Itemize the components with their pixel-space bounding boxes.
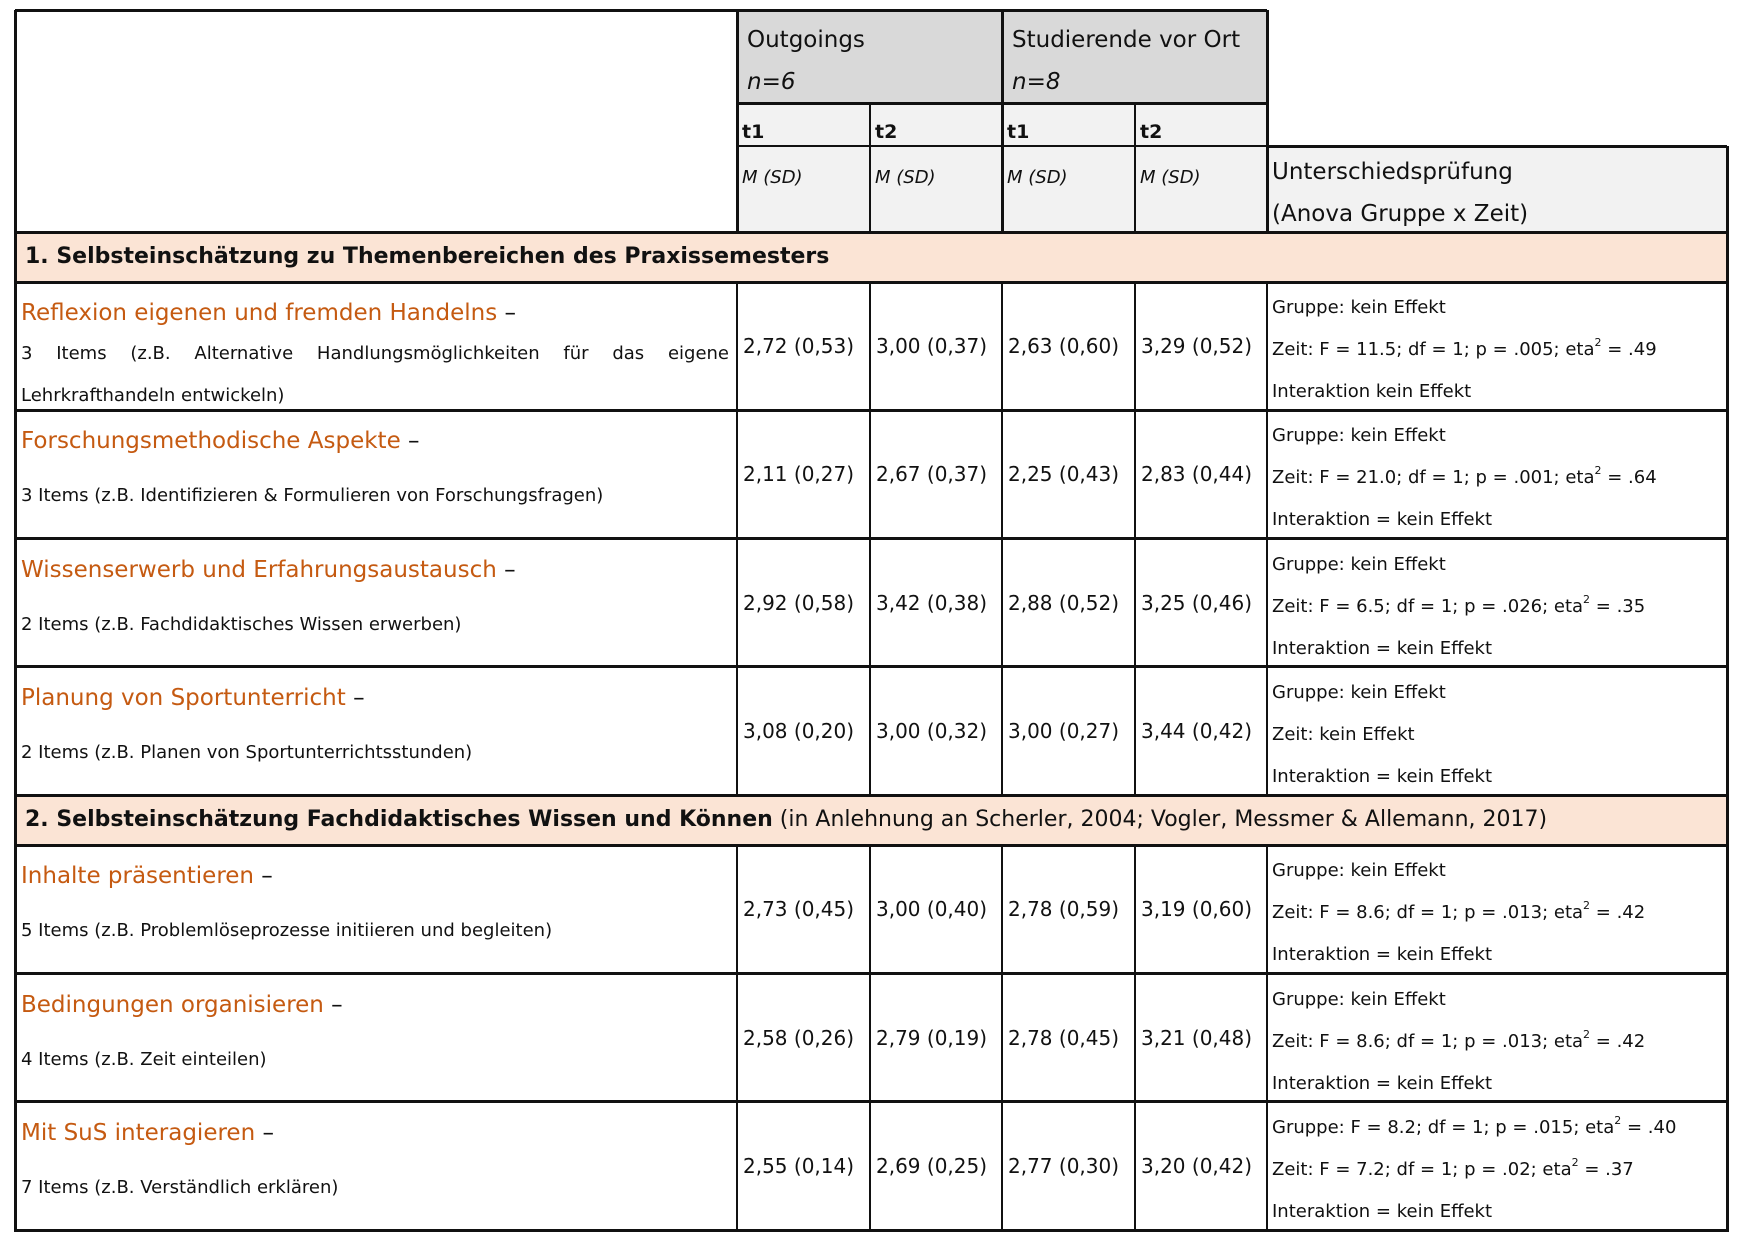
table-rule bbox=[15, 537, 1727, 540]
test-text: Zeit: F = 21.0; df = 1; p = .001; eta bbox=[1272, 467, 1595, 489]
test-column-subtitle: (Anova Gruppe x Zeit) bbox=[1272, 201, 1529, 227]
value-cell-s1r4-1: 3,08 (0,20) bbox=[743, 719, 855, 744]
value-cell-s1r1-2: 3,00 (0,37) bbox=[876, 334, 988, 359]
section-title-2 bbox=[25, 806, 1547, 834]
table-rule bbox=[15, 794, 1727, 797]
outgoings-t1-label: t1 bbox=[742, 121, 765, 143]
test-text: Interaktion = kein Effekt bbox=[1272, 765, 1493, 787]
table-rule bbox=[869, 539, 871, 667]
value-cell-s2r1-1: 2,73 (0,45) bbox=[743, 897, 855, 922]
scale-name-text: Forschungsmethodische Aspekte bbox=[21, 428, 401, 455]
table-rule bbox=[1266, 845, 1268, 973]
scale-desc-s1r2: 3 Items (z.B. Identifizieren & Formulieren von Forschungsfragen) bbox=[21, 485, 604, 507]
value-cell-s1r2-1: 2,11 (0,27) bbox=[743, 462, 855, 487]
value-cell-s1r3-1: 2,92 (0,58) bbox=[743, 590, 855, 615]
test-text: Zeit: F = 8.6; df = 1; p = .013; eta bbox=[1272, 1030, 1584, 1052]
scale-desc-s1r1: 3 Items (z.B. Alternative Handlungsmöglichkeiten für das eigene bbox=[21, 343, 729, 364]
table-rule bbox=[869, 974, 871, 1102]
table-rule bbox=[1267, 145, 1727, 148]
table-rule bbox=[1134, 282, 1136, 410]
table-rule bbox=[15, 281, 1727, 284]
value-cell-s1r1-4: 3,29 (0,52) bbox=[1141, 334, 1253, 359]
scale-name-text: Planung von Sportunterricht bbox=[21, 684, 346, 711]
table-rule bbox=[1001, 974, 1003, 1102]
msd-header-1: M (SD) bbox=[742, 167, 803, 188]
table-rule bbox=[1001, 667, 1003, 795]
section-title-text: 2. Selbsteinschätzung Fachdidaktisches Wissen und Können bbox=[25, 807, 773, 833]
test-text: Gruppe: F = 8.2; df = 1; p = .015; eta bbox=[1272, 1116, 1615, 1138]
scale-name-dash: – bbox=[345, 684, 365, 711]
test-text: Interaktion = kein Effekt bbox=[1272, 509, 1493, 531]
table-rule bbox=[15, 9, 1267, 12]
vor-ort-t1-label: t1 bbox=[1007, 121, 1030, 143]
vor-ort-group-label: Studierende vor Ort bbox=[1012, 27, 1241, 53]
value-cell-s1r2-2: 2,67 (0,37) bbox=[876, 462, 988, 487]
scale-desc-s2r1: 5 Items (z.B. Problemlöseprozesse initiieren und begleiten) bbox=[21, 920, 553, 942]
test-line-s1r3-2 bbox=[1272, 592, 1646, 619]
test-line-s1r4-1 bbox=[1272, 681, 1446, 705]
test-text-tail: = .49 bbox=[1601, 339, 1657, 360]
test-text-tail: = .40 bbox=[1621, 1116, 1677, 1138]
test-line-s1r2-1 bbox=[1272, 424, 1446, 448]
test-text: Interaktion kein Effekt bbox=[1272, 381, 1472, 402]
vor-ort-sample-size: n=8 bbox=[1012, 69, 1061, 95]
test-line-s1r2-3 bbox=[1272, 508, 1492, 532]
test-line-s2r3-3 bbox=[1272, 1200, 1492, 1224]
value-cell-s2r2-3: 2,78 (0,45) bbox=[1008, 1025, 1120, 1050]
section-title-note: (in Anlehnung an Scherler, 2004; Vogler, Messmer & Allemann, 2017) bbox=[772, 807, 1548, 833]
eta-exponent: 2 bbox=[1594, 464, 1602, 478]
section-title-1 bbox=[25, 243, 829, 271]
test-line-s2r3-2 bbox=[1272, 1155, 1634, 1182]
table-rule bbox=[736, 845, 738, 973]
scale-name-dash: – bbox=[496, 556, 516, 583]
table-rule bbox=[15, 665, 1727, 668]
test-line-s2r1-1 bbox=[1272, 859, 1446, 883]
value-cell-s1r4-2: 3,00 (0,32) bbox=[876, 719, 988, 744]
table-rule bbox=[736, 667, 738, 795]
scale-name-s2r2 bbox=[21, 991, 343, 1019]
table-rule bbox=[736, 974, 738, 1102]
results-table bbox=[15, 10, 1727, 1232]
test-text: Gruppe: kein Effekt bbox=[1272, 860, 1446, 882]
test-line-s2r1-2 bbox=[1272, 901, 1645, 925]
table-rule bbox=[1134, 103, 1136, 232]
table-rule bbox=[1266, 10, 1269, 232]
eta-exponent: 2 bbox=[1571, 1155, 1579, 1169]
test-text: Interaktion = kein Effekt bbox=[1272, 637, 1493, 659]
outgoings-group-label: Outgoings bbox=[747, 27, 865, 53]
eta-exponent: 2 bbox=[1583, 1027, 1591, 1041]
table-rule bbox=[1134, 1102, 1136, 1230]
table-rule bbox=[1266, 539, 1268, 667]
test-line-s1r3-1 bbox=[1272, 553, 1446, 577]
section-title-text: 1. Selbsteinschätzung zu Themenbereichen des Praxissemesters bbox=[25, 244, 830, 269]
table-rule bbox=[736, 539, 738, 667]
table-rule bbox=[869, 103, 871, 232]
scale-name-text: Mit SuS interagieren bbox=[21, 1119, 256, 1146]
test-text: Gruppe: kein Effekt bbox=[1272, 297, 1446, 318]
table-rule bbox=[1001, 539, 1003, 667]
scale-name-dash: – bbox=[497, 300, 516, 326]
table-rule bbox=[1266, 667, 1268, 795]
value-cell-s2r3-2: 2,69 (0,25) bbox=[876, 1153, 988, 1178]
table-rule bbox=[1001, 10, 1004, 232]
value-cell-s1r3-2: 3,42 (0,38) bbox=[876, 590, 988, 615]
test-text-tail: = .37 bbox=[1578, 1158, 1634, 1180]
table-rule bbox=[15, 844, 1727, 847]
table-rule bbox=[1001, 282, 1003, 410]
test-line-s1r1-3 bbox=[1272, 380, 1471, 404]
value-cell-s2r1-2: 3,00 (0,40) bbox=[876, 897, 988, 922]
scale-name-s1r3 bbox=[21, 556, 516, 584]
msd-header-4: M (SD) bbox=[1140, 167, 1201, 188]
test-line-s1r1-1 bbox=[1272, 296, 1446, 320]
test-line-s2r2-1 bbox=[1272, 988, 1446, 1012]
value-cell-s2r3-3: 2,77 (0,30) bbox=[1008, 1153, 1120, 1178]
table-rule bbox=[1266, 410, 1268, 538]
table-rule bbox=[14, 10, 17, 1232]
outgoings-sample-size: n=6 bbox=[747, 69, 796, 95]
table-rule bbox=[736, 282, 738, 410]
test-column-title: Unterschiedsprüfung bbox=[1272, 159, 1513, 185]
value-cell-s1r4-3: 3,00 (0,27) bbox=[1008, 719, 1120, 744]
eta-exponent: 2 bbox=[1583, 899, 1591, 913]
value-cell-s2r2-4: 3,21 (0,48) bbox=[1141, 1025, 1253, 1050]
scale-name-s1r2 bbox=[21, 427, 420, 455]
test-line-s2r2-3 bbox=[1272, 1072, 1492, 1096]
outgoings-t2-label: t2 bbox=[875, 121, 898, 143]
value-cell-s1r1-3: 2,63 (0,60) bbox=[1008, 334, 1120, 359]
scale-name-text: Bedingungen organisieren bbox=[21, 991, 324, 1018]
table-rule bbox=[1726, 146, 1729, 1232]
value-cell-s1r3-3: 2,88 (0,52) bbox=[1008, 590, 1120, 615]
scale-name-text: Inhalte präsentieren bbox=[21, 863, 254, 890]
test-text: Interaktion = kein Effekt bbox=[1272, 1200, 1493, 1222]
scale-name-text: Reflexion eigenen und fremden Handelns bbox=[21, 300, 498, 326]
table-rule bbox=[1266, 974, 1268, 1102]
test-line-s2r2-2 bbox=[1272, 1027, 1646, 1054]
test-text-tail: = .42 bbox=[1590, 902, 1646, 924]
table-rule bbox=[1134, 667, 1136, 795]
table-rule bbox=[1001, 410, 1003, 538]
value-cell-s1r4-4: 3,44 (0,42) bbox=[1141, 719, 1253, 744]
test-line-s1r4-3 bbox=[1272, 765, 1492, 789]
table-rule bbox=[15, 1229, 1727, 1232]
table-rule bbox=[869, 667, 871, 795]
test-text-tail: = .64 bbox=[1601, 467, 1657, 489]
scale-name-dash: – bbox=[400, 428, 420, 455]
table-rule bbox=[736, 410, 738, 538]
test-text: Interaktion = kein Effekt bbox=[1272, 1072, 1493, 1094]
scale-name-dash: – bbox=[254, 863, 273, 890]
scale-desc-s2r3: 7 Items (z.B. Verständlich erklären) bbox=[21, 1176, 339, 1198]
msd-header-2: M (SD) bbox=[875, 167, 936, 188]
table-rule bbox=[869, 410, 871, 538]
table-rule bbox=[15, 231, 1727, 234]
scale-name-s1r1 bbox=[21, 299, 516, 327]
vor-ort-t2-label: t2 bbox=[1140, 121, 1163, 143]
test-text: Zeit: F = 6.5; df = 1; p = .026; eta bbox=[1272, 595, 1584, 617]
scale-name-s2r3 bbox=[21, 1119, 274, 1147]
scale-desc2-s1r1: Lehrkrafthandeln entwickeln) bbox=[21, 385, 285, 406]
test-text: Zeit: kein Effekt bbox=[1272, 723, 1415, 745]
test-line-s1r3-3 bbox=[1272, 637, 1492, 661]
table-rule bbox=[869, 282, 871, 410]
value-cell-s1r2-3: 2,25 (0,43) bbox=[1008, 462, 1120, 487]
table-rule bbox=[869, 845, 871, 973]
table-rule bbox=[736, 10, 739, 232]
value-cell-s2r1-3: 2,78 (0,59) bbox=[1008, 897, 1120, 922]
table-rule bbox=[1134, 539, 1136, 667]
scale-name-s2r1 bbox=[21, 862, 273, 890]
test-line-s1r1-2 bbox=[1272, 338, 1657, 362]
table-rule bbox=[869, 1102, 871, 1230]
scale-name-dash: – bbox=[323, 991, 343, 1018]
table-rule bbox=[1266, 282, 1268, 410]
value-cell-s2r2-2: 2,79 (0,19) bbox=[876, 1025, 988, 1050]
eta-exponent: 2 bbox=[1594, 336, 1602, 349]
table-rule bbox=[1134, 974, 1136, 1102]
table-rule bbox=[15, 972, 1727, 975]
msd-header-3: M (SD) bbox=[1007, 167, 1068, 188]
eta-exponent: 2 bbox=[1614, 1113, 1622, 1127]
test-line-s2r1-3 bbox=[1272, 943, 1492, 967]
test-text: Gruppe: kein Effekt bbox=[1272, 681, 1446, 703]
value-cell-s1r2-4: 2,83 (0,44) bbox=[1141, 462, 1253, 487]
test-text: Gruppe: kein Effekt bbox=[1272, 553, 1446, 575]
value-cell-s1r1-1: 2,72 (0,53) bbox=[743, 334, 855, 359]
scale-name-dash: – bbox=[255, 1119, 274, 1146]
table-rule bbox=[15, 1100, 1727, 1103]
scale-desc-s1r4: 2 Items (z.B. Planen von Sportunterrichtsstunden) bbox=[21, 741, 473, 763]
test-text-tail: = .42 bbox=[1590, 1030, 1646, 1052]
value-cell-s2r2-1: 2,58 (0,26) bbox=[743, 1025, 855, 1050]
scale-name-text: Wissenserwerb und Erfahrungsaustausch bbox=[21, 556, 497, 583]
test-text-tail: = .35 bbox=[1590, 595, 1646, 617]
test-line-s2r3-1 bbox=[1272, 1113, 1677, 1140]
scale-desc-s1r3: 2 Items (z.B. Fachdidaktisches Wissen erwerben) bbox=[21, 613, 462, 635]
test-text: Zeit: F = 7.2; df = 1; p = .02; eta bbox=[1272, 1158, 1572, 1180]
table-rule bbox=[1134, 845, 1136, 973]
table-rule bbox=[15, 409, 1727, 412]
table-rule bbox=[1134, 410, 1136, 538]
test-text: Interaktion = kein Effekt bbox=[1272, 944, 1493, 966]
value-cell-s2r3-4: 3,20 (0,42) bbox=[1141, 1153, 1253, 1178]
scale-name-s1r4 bbox=[21, 684, 365, 712]
test-text: Zeit: F = 11.5; df = 1; p = .005; eta bbox=[1272, 339, 1595, 360]
scale-desc-s2r2: 4 Items (z.B. Zeit einteilen) bbox=[21, 1048, 267, 1070]
table-rule bbox=[1266, 1102, 1268, 1230]
test-line-s1r2-2 bbox=[1272, 466, 1657, 490]
test-text: Zeit: F = 8.6; df = 1; p = .013; eta bbox=[1272, 902, 1584, 924]
value-cell-s1r3-4: 3,25 (0,46) bbox=[1141, 590, 1253, 615]
table-rule bbox=[1001, 845, 1003, 973]
table-rule bbox=[736, 1102, 738, 1230]
test-text: Gruppe: kein Effekt bbox=[1272, 425, 1446, 447]
table-rule bbox=[1001, 1102, 1003, 1230]
eta-exponent: 2 bbox=[1583, 592, 1591, 606]
value-cell-s2r1-4: 3,19 (0,60) bbox=[1141, 897, 1253, 922]
test-line-s1r4-2 bbox=[1272, 723, 1415, 747]
test-text: Gruppe: kein Effekt bbox=[1272, 988, 1446, 1010]
value-cell-s2r3-1: 2,55 (0,14) bbox=[743, 1153, 855, 1178]
